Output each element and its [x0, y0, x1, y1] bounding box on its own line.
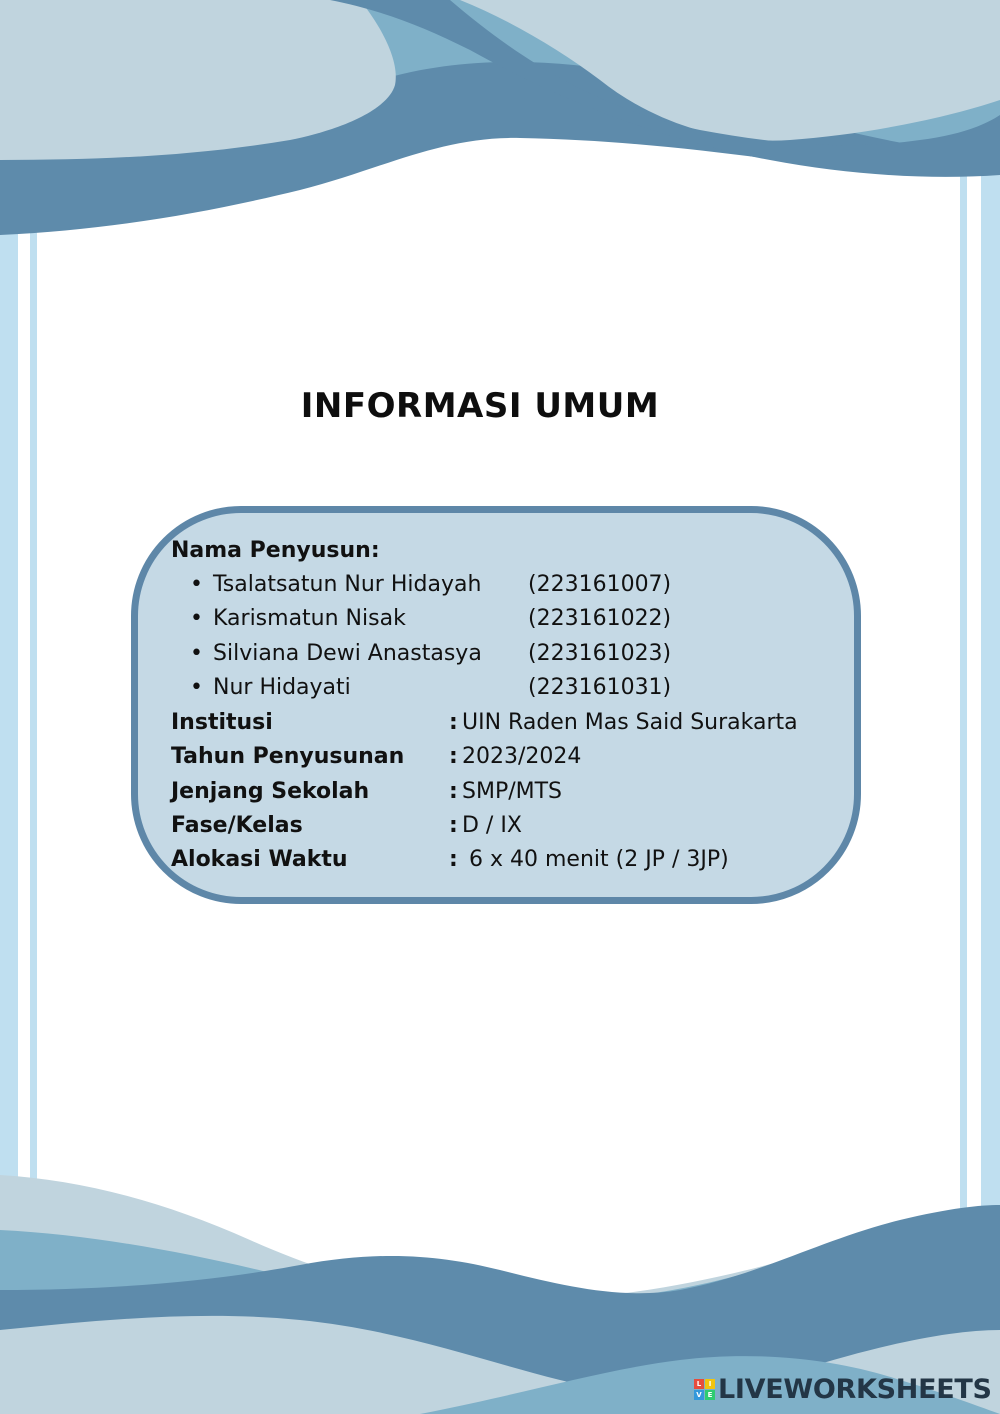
logo-tile-i: I [705, 1379, 715, 1389]
field-label: Jenjang Sekolah [171, 778, 370, 804]
field-value: 2023/2024 [462, 744, 582, 770]
author-name: Silviana Dewi Anastasya [213, 640, 482, 666]
bullet-icon: • [190, 606, 203, 632]
author-name: Tsalatsatun Nur Hidayah [213, 572, 482, 597]
field-label: Fase/Kelas [171, 812, 303, 838]
bullet-icon: • [190, 572, 203, 597]
logo-tile-v: V [694, 1390, 704, 1400]
field-label: Alokasi Waktu [171, 847, 348, 873]
liveworksheets-watermark [694, 1374, 992, 1405]
info-card [131, 506, 861, 904]
field-colon: : [449, 812, 458, 838]
author-name: Nur Hidayati [213, 674, 351, 700]
right-stripe-outer [981, 0, 1000, 1414]
field-colon: : [449, 847, 458, 873]
field-label: Tahun Penyusunan [171, 744, 405, 770]
field-colon: : [449, 710, 458, 735]
author-name: Karismatun Nisak [213, 606, 406, 632]
field-colon: : [449, 744, 458, 770]
field-label: Institusi [171, 710, 273, 735]
field-colon: : [449, 778, 458, 804]
field-value: D / IX [462, 812, 522, 838]
field-value: UIN Raden Mas Said Surakarta [462, 710, 798, 735]
liveworksheets-logo-icon [694, 1379, 715, 1400]
liveworksheets-text: LIVEWORKSHEETS [718, 1374, 992, 1405]
author-id: (223161031) [528, 674, 672, 700]
author-id: (223161007) [528, 572, 672, 597]
bullet-icon: • [190, 640, 203, 666]
logo-tile-l: L [694, 1379, 704, 1389]
field-value: 6 x 40 menit (2 JP / 3JP) [462, 847, 729, 873]
authors-heading: Nama Penyusun: [171, 538, 380, 563]
author-id: (223161022) [528, 606, 672, 632]
logo-tile-e: E [705, 1390, 715, 1400]
bullet-icon: • [190, 674, 203, 700]
author-id: (223161023) [528, 640, 672, 666]
field-value: SMP/MTS [462, 778, 563, 804]
right-stripe-inner [960, 0, 967, 1414]
page-title: INFORMASI UMUM [300, 386, 660, 426]
